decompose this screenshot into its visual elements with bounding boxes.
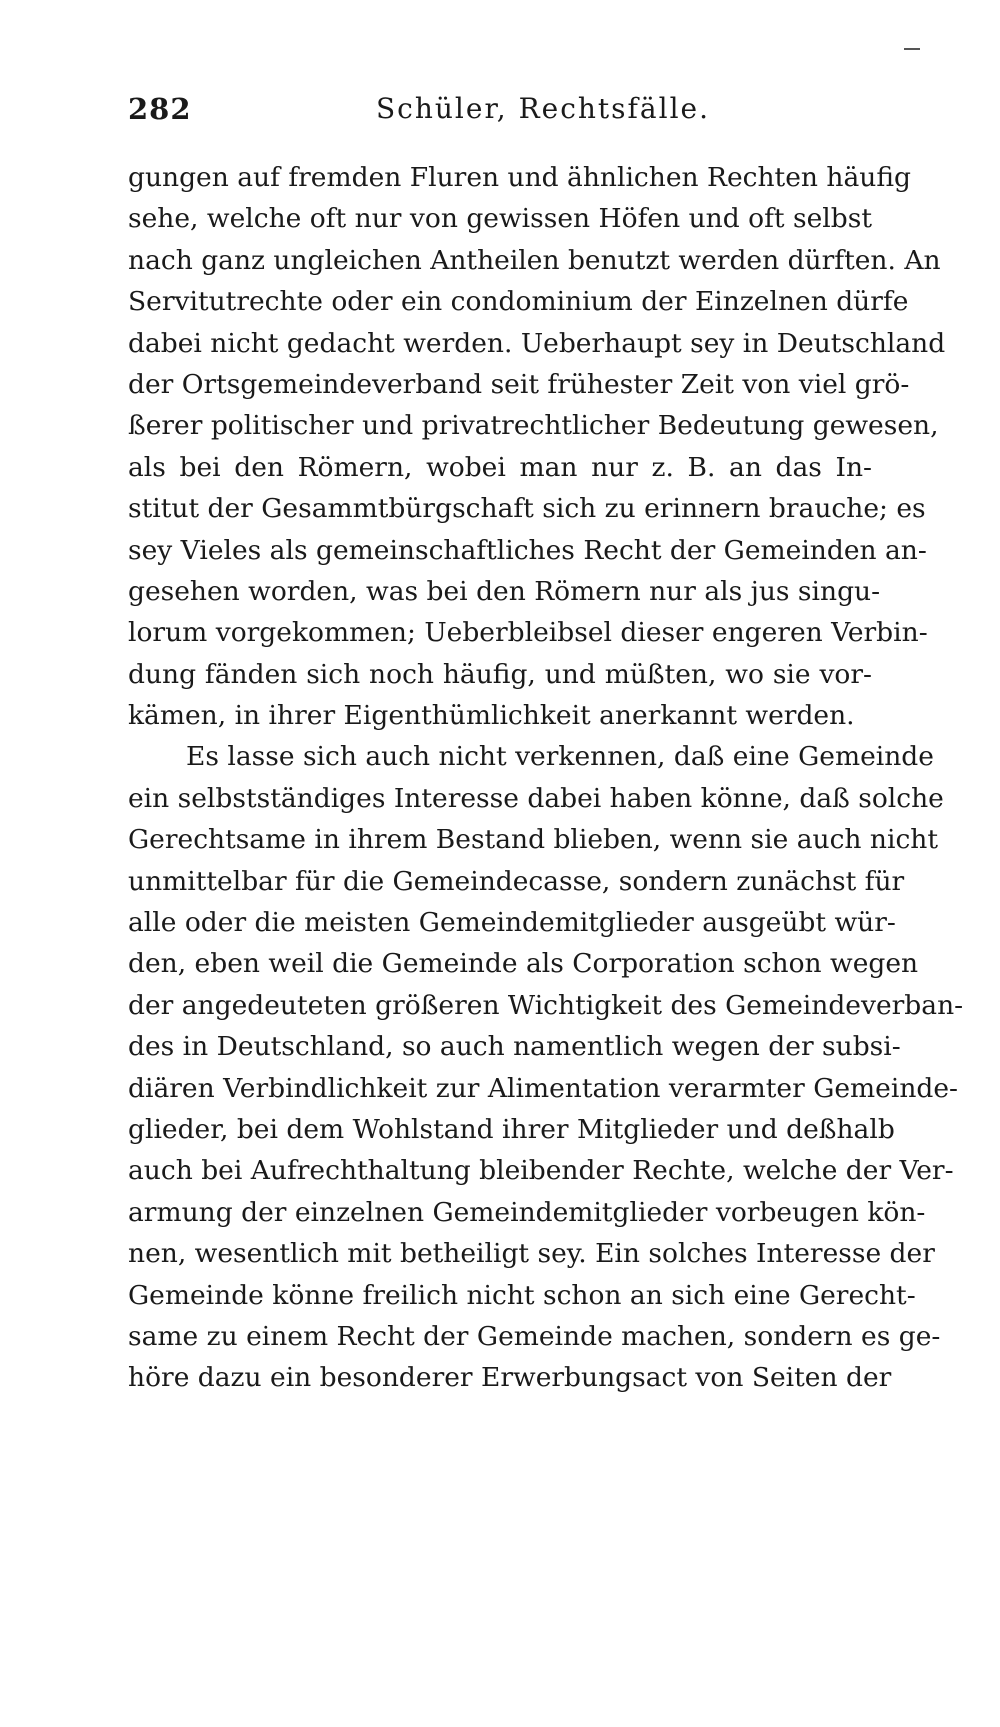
text-line: nach ganz ungleichen Antheilen benutzt werden dürften. An xyxy=(128,244,941,276)
text-line: der angedeuteten größeren Wichtigkeit des Gemeindeverban- xyxy=(128,989,964,1021)
text-line: nen, wesentlich mit betheiligt sey. Ein solches Interesse der xyxy=(128,1238,935,1270)
text-line: dung fänden sich noch häufig, und müßten, wo sie vor- xyxy=(128,658,872,690)
text-line: diären Verbindlichkeit zur Alimentation verarmter Gemeinde- xyxy=(128,1072,959,1104)
text-line: Gemeinde könne freilich nicht schon an sich eine Gerecht- xyxy=(128,1279,916,1311)
text-line: kämen, in ihrer Eigenthümlichkeit anerkannt werden. xyxy=(128,700,855,732)
text-line: alle oder die meisten Gemeindemitglieder ausgeübt wür- xyxy=(128,907,896,939)
page-header xyxy=(128,92,872,132)
body-text xyxy=(128,157,964,1399)
text-line: Servitutrechte oder ein condominium der Einzelnen dürfe xyxy=(128,286,909,318)
text-line: gungen auf fremden Fluren und ähnlichen Rechten häufig xyxy=(128,162,911,193)
text-line: Gerechtsame in ihrem Bestand blieben, wenn sie auch nicht xyxy=(128,824,939,856)
text-line: same zu einem Recht der Gemeinde machen, sondern es ge- xyxy=(128,1320,941,1352)
page-number: 282 xyxy=(128,92,192,126)
text-line: höre dazu ein besonderer Erwerbungsact von Seiten der xyxy=(128,1362,892,1394)
margin-mark xyxy=(904,48,920,50)
text-line: sehe, welche oft nur von gewissen Höfen und oft selbst xyxy=(128,203,872,235)
text-line: stitut der Gesammtbürgschaft sich zu erinnern brauche; es xyxy=(128,493,926,525)
text-line: unmittelbar für die Gemeindecasse, sondern zunächst für xyxy=(128,865,905,897)
text-line: Es lasse sich auch nicht verkennen, daß eine Gemeinde xyxy=(186,741,934,773)
paragraph xyxy=(128,157,946,736)
text-line: den, eben weil die Gemeinde als Corporation schon wegen xyxy=(128,948,919,980)
text-line: ein selbstständiges Interesse dabei haben könne, daß solche xyxy=(128,782,944,814)
running-head: Schüler, Rechtsfälle. xyxy=(376,92,710,125)
text-line: glieder, bei dem Wohlstand ihrer Mitglieder und deßhalb xyxy=(128,1113,895,1145)
text-line: als bei den Römern, wobei man nur z. B. an das In- xyxy=(128,451,872,483)
text-line: dabei nicht gedacht werden. Ueberhaupt sey in Deutschland xyxy=(128,327,946,359)
text-line: armung der einzelnen Gemeindemitglieder vorbeugen kön- xyxy=(128,1196,926,1228)
text-line: gesehen worden, was bei den Römern nur als jus singu- xyxy=(128,575,881,607)
text-line: lorum vorgekommen; Ueberbleibsel dieser engeren Verbin- xyxy=(128,617,928,649)
paragraph xyxy=(128,736,964,1398)
text-line: des in Deutschland, so auch namentlich wegen der subsi- xyxy=(128,1031,901,1063)
text-line: ßerer politischer und privatrechtlicher Bedeutung gewesen, xyxy=(128,410,939,442)
text-line: auch bei Aufrechthaltung bleibender Rechte, welche der Ver- xyxy=(128,1155,954,1187)
text-line: der Ortsgemeindeverband seit frühester Zeit von viel grö- xyxy=(128,368,910,400)
text-line: sey Vieles als gemeinschaftliches Recht der Gemeinden an- xyxy=(128,534,927,566)
